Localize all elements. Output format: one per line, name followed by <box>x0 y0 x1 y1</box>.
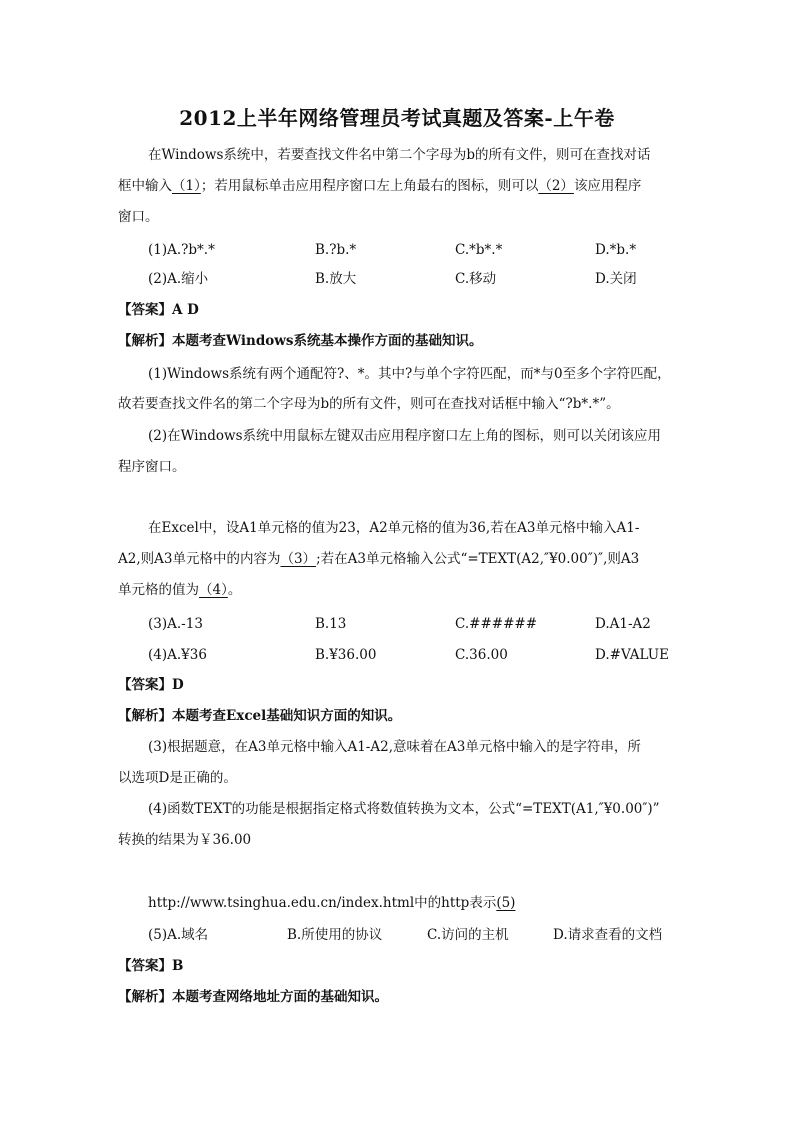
analysis-text: (1)Windows系统有两个通配符?、*。其中?与单个字符匹配，而*与0至多个字符匹配， <box>148 366 671 382</box>
option: B.¥36.00 <box>315 647 377 663</box>
option: B.13 <box>315 616 347 632</box>
option: D.请求查看的文档 <box>553 927 663 943</box>
analysis-text: (4)函数TEXT的功能是根据指定格式将数值转换为文本，公式“=TEXT(A1,″¥0.00″)” <box>148 801 660 817</box>
answer-label: 【答案】D <box>118 677 184 693</box>
q1-stem-line2 <box>118 176 641 196</box>
analysis-text: (2)在Windows系统中用鼠标左键双击应用程序窗口左上角的图标，则可以关闭该应用 <box>148 428 662 444</box>
analysis-heading: 【解析】本题考查Excel基础知识方面的知识。 <box>118 708 402 724</box>
blank-4: （4） <box>199 582 228 598</box>
option: D.#VALUE <box>595 647 669 663</box>
option: (3)A.-13 <box>148 616 203 632</box>
blank-5: (5) <box>496 895 516 911</box>
q2-stem-text: ;若在A3单元格输入公式“=TEXT(A2,″¥0.00″)″,则A3 <box>316 551 640 567</box>
q2-stem-text: A2,则A3单元格中的内容为 <box>118 551 281 567</box>
option: D.关闭 <box>595 271 637 287</box>
analysis-heading: 【解析】本题考查Windows系统基本操作方面的基础知识。 <box>118 333 483 349</box>
q1-stem-text: ；若用鼠标单击应用程序窗口左上角最右的图标，则可以 <box>200 178 539 194</box>
analysis-heading: 【解析】本题考查网络地址方面的基础知识。 <box>118 989 388 1005</box>
analysis-text: (3)根据题意，在A3单元格中输入A1-A2,意味着在A3单元格中输入的是字符串，所 <box>148 739 641 755</box>
q1-stem-text: 框中输入 <box>118 178 172 194</box>
q2-stem-line3 <box>118 580 241 600</box>
q1-stem-text: 该应用程序 <box>573 178 642 194</box>
analysis-text: 以选项D是正确的。 <box>118 770 237 786</box>
analysis-text: 故若要查找文件名的第二个字母为b的所有文件，则可在查找对话框中输入“?b*.*”。 <box>118 396 620 412</box>
blank-1: （1） <box>172 178 201 194</box>
option: C.访问的主机 <box>427 927 509 943</box>
q3-stem-text: http://www.tsinghua.edu.cn/index.html中的http表示 <box>148 895 497 911</box>
option: C.###### <box>455 616 538 632</box>
q3-stem <box>148 893 515 913</box>
option: B.?b.* <box>315 242 357 258</box>
option: C.*b*.* <box>455 242 503 258</box>
page-title: 2012上半年网络管理员考试真题及答案-上午卷 <box>179 106 615 130</box>
option: (4)A.¥36 <box>148 647 207 663</box>
analysis-text: 转换的结果为￥36.00 <box>118 832 252 848</box>
answer-label: 【答案】A D <box>118 302 199 318</box>
answer-label: 【答案】B <box>118 958 184 974</box>
q1-stem-line3: 窗口。 <box>118 209 159 225</box>
option: (5)A.域名 <box>148 927 209 943</box>
option: B.放大 <box>315 271 357 287</box>
q2-stem-text: 单元格的值为 <box>118 582 199 598</box>
q1-stem-line1: 在Windows系统中，若要查找文件名中第二个字母为b的所有文件，则可在查找对话 <box>148 147 651 163</box>
q2-stem-line1: 在Excel中，设A1单元格的值为23，A2单元格的值为36,若在A3单元格中输入A1- <box>148 520 640 536</box>
option: C.36.00 <box>455 647 508 663</box>
option: D.A1-A2 <box>595 616 651 632</box>
option: D.*b.* <box>595 242 637 258</box>
q2-stem-line2 <box>118 549 639 569</box>
analysis-text: 程序窗口。 <box>118 459 186 475</box>
option: C.移动 <box>455 271 497 287</box>
blank-2: （2） <box>538 178 574 194</box>
option: (1)A.?b*.* <box>148 242 215 258</box>
option: (2)A.缩小 <box>148 271 209 287</box>
option: B.所使用的协议 <box>287 927 383 943</box>
q2-stem-text: 。 <box>227 582 242 598</box>
blank-3: （3） <box>280 551 317 567</box>
